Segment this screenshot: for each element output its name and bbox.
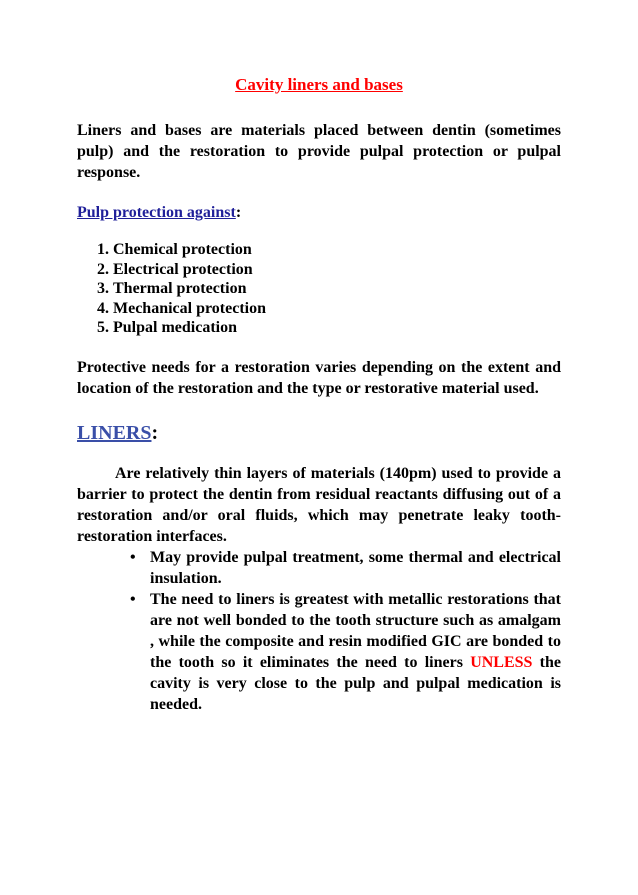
list-item-label: Mechanical protection <box>113 299 267 317</box>
protection-heading <box>77 202 561 223</box>
list-item-number: 1. <box>97 241 109 258</box>
bullet-text: May provide pulpal treatment, some thermal and electrical insulation. <box>150 548 561 587</box>
liners-bullet-list <box>77 547 561 715</box>
liners-heading <box>77 421 561 445</box>
protective-needs-paragraph: Protective needs for a restoration varies depending on the extent and location of the restoration and the type or restorative material used. <box>77 358 561 397</box>
list-item-number: 3. <box>97 280 109 298</box>
list-item <box>97 299 561 319</box>
list-item <box>97 260 561 280</box>
list-item-number: 2. <box>97 260 109 278</box>
protection-heading-colon: : <box>235 204 242 221</box>
list-item <box>97 318 561 338</box>
list-item-label: Thermal protection <box>113 280 247 298</box>
bullet-item <box>129 589 561 715</box>
liners-heading-colon: : <box>151 421 159 444</box>
liners-heading-text: LINERS <box>77 421 152 444</box>
list-item-number: 4. <box>97 299 109 317</box>
list-item-label: Pulpal medication <box>113 319 238 337</box>
bullet-icon: • <box>130 590 136 608</box>
list-item-label: Electrical protection <box>113 260 253 278</box>
list-item-label: Chemical protection <box>113 241 252 258</box>
list-item <box>97 240 561 260</box>
bullet-icon: • <box>130 548 136 566</box>
protection-heading-text: Pulp protection against <box>77 204 236 221</box>
document-page <box>77 74 561 715</box>
list-item-number: 5. <box>97 319 109 337</box>
intro-paragraph: Liners and bases are materials placed between dentin (sometimes pulp) and the restoration to provide pulpal protection or pulpal response. <box>77 122 561 181</box>
bullet-item <box>129 547 561 589</box>
unless-highlight: UNLESS <box>470 653 533 671</box>
bullet-text: The need to liners is greatest with metallic restorations that are not well bonded to the tooth structure such as amalgam , while the composite and resin modified GIC are bonded to the tooth so it eliminates the need to liners <box>150 590 561 671</box>
protection-list <box>77 240 561 338</box>
liners-paragraph: Are relatively thin layers of materials (140pm) used to provide a barrier to protect the dentin from residual reactants diffusing out of a restoration and/or oral fluids, which may penetrate leaky tooth-restoration interfaces. <box>77 464 561 545</box>
page-title: Cavity liners and bases <box>235 75 403 94</box>
list-item <box>97 279 561 299</box>
bullet-text-continued: the cavity is very close to the pulp and pulpal medication is needed. <box>150 653 561 713</box>
